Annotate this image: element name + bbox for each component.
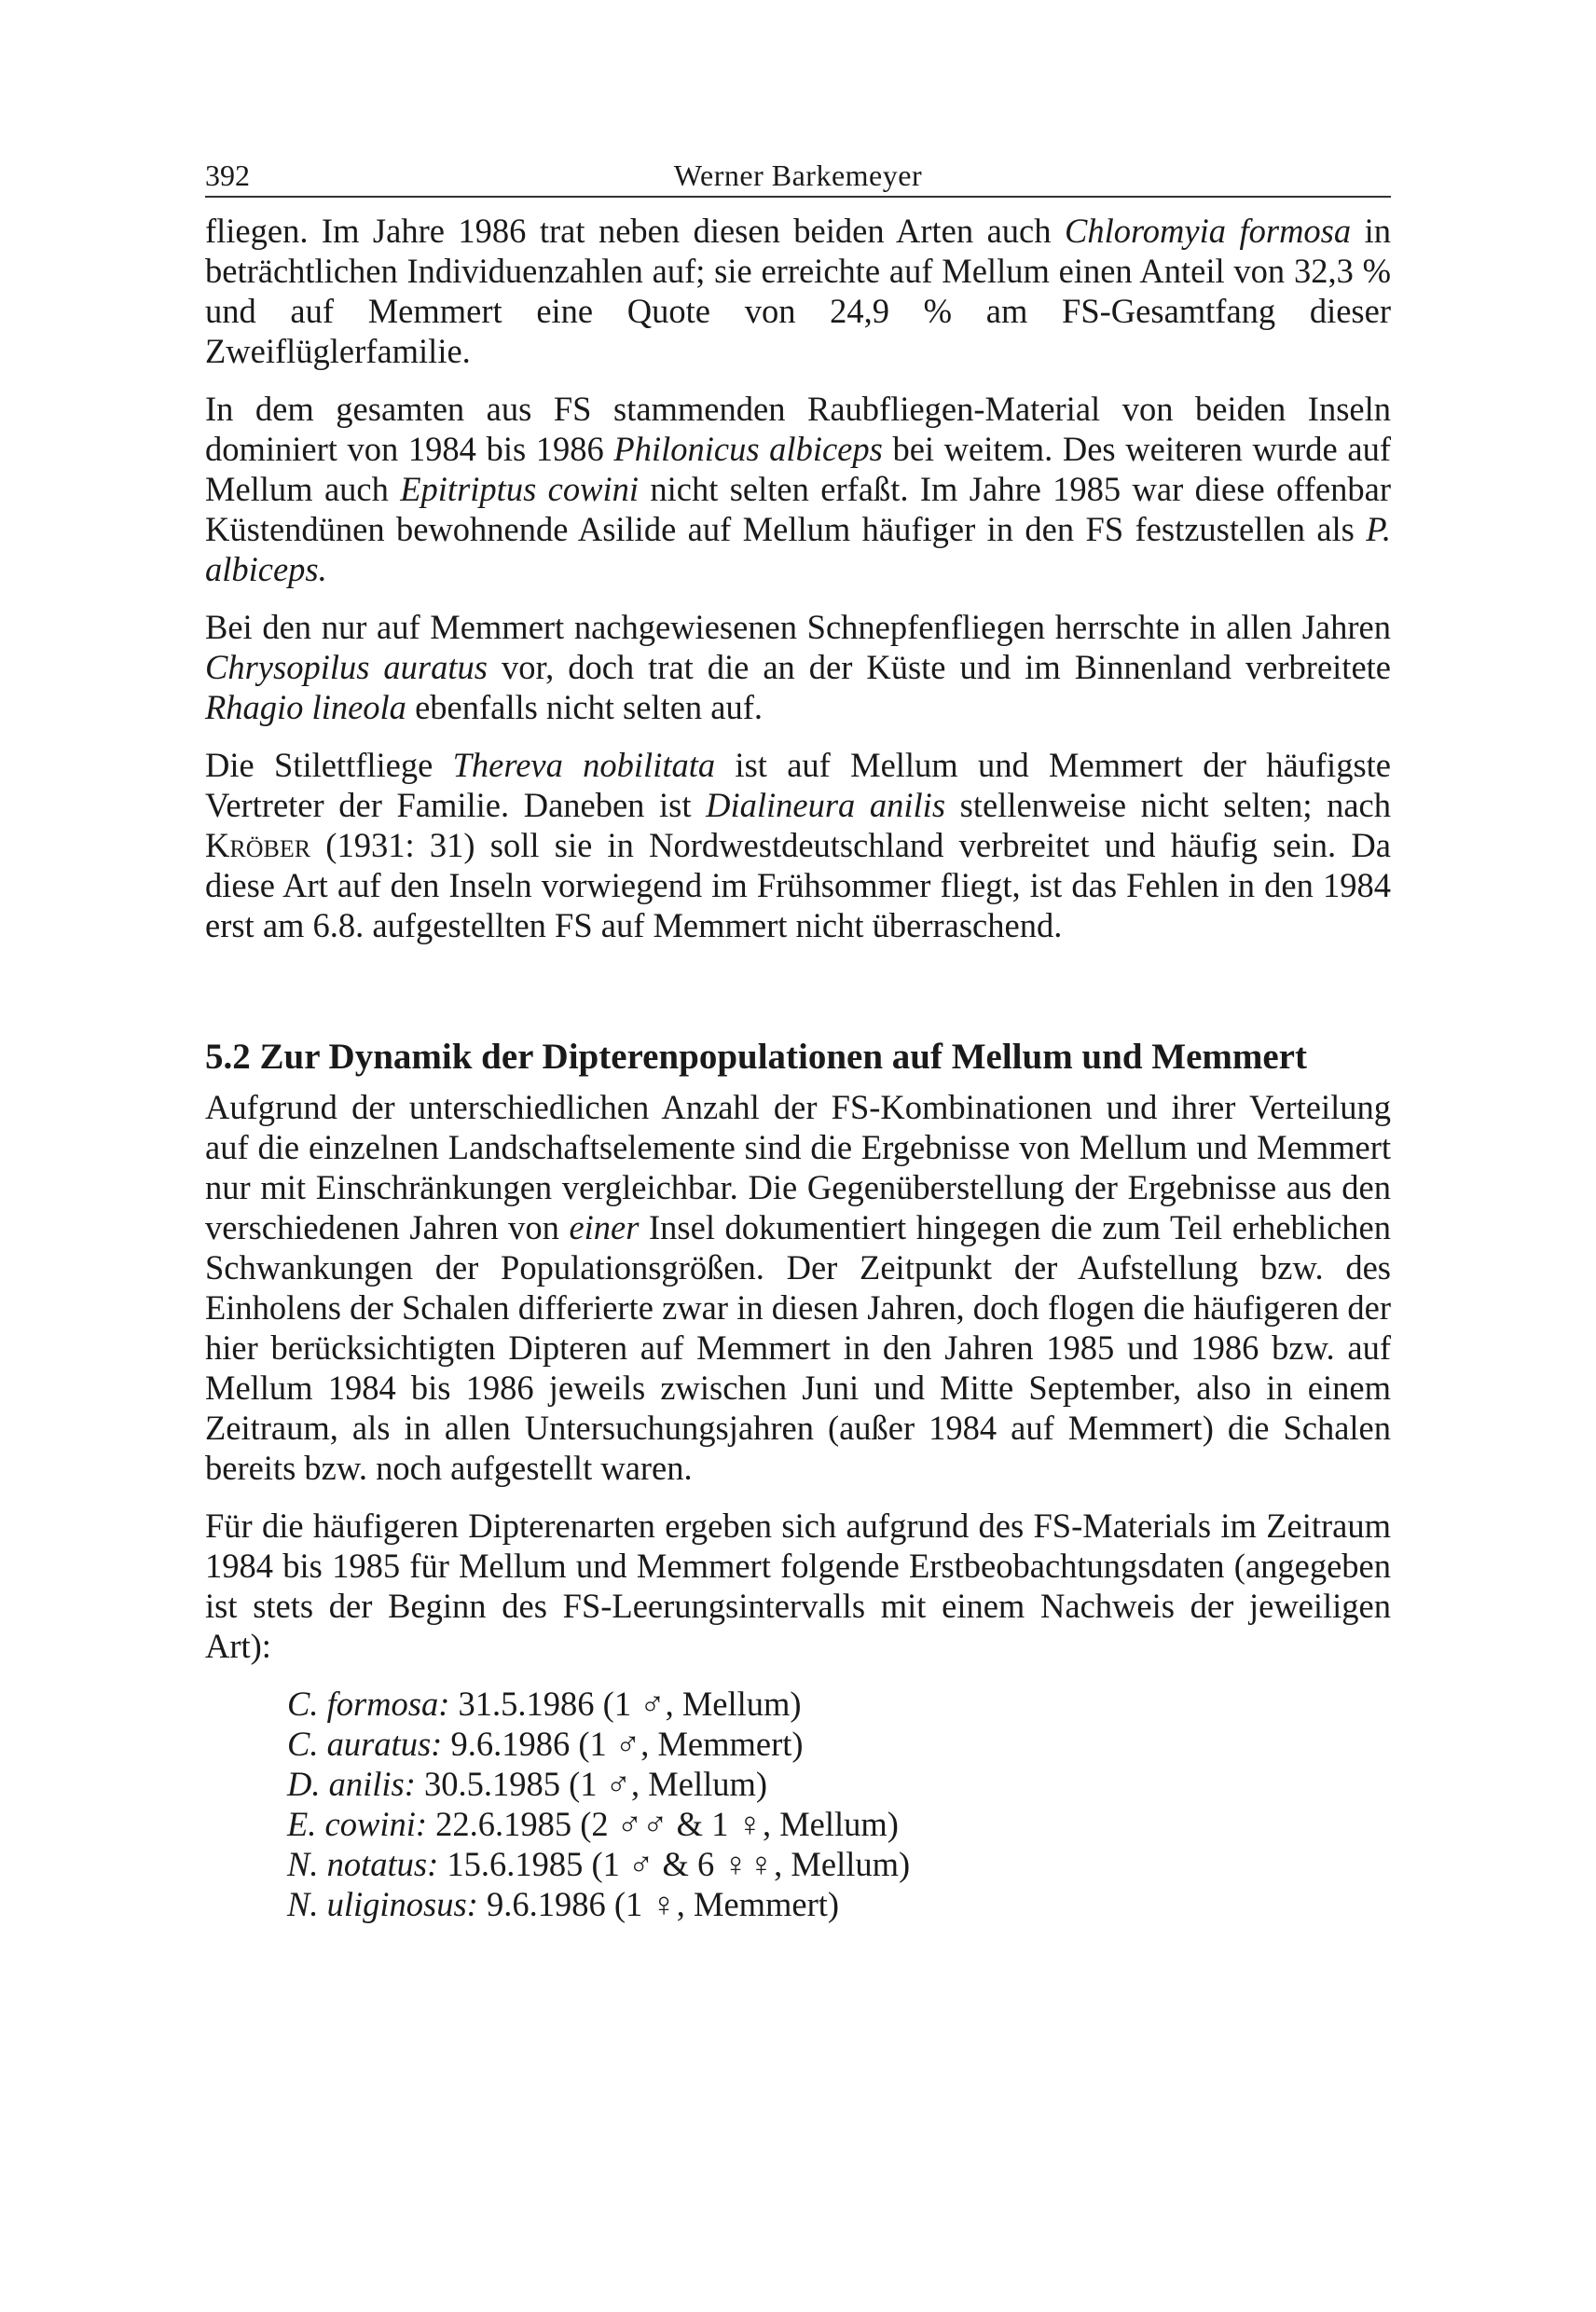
page-number: 392	[205, 158, 250, 192]
observation-detail: 15.6.1985 (1 ♂ & 6 ♀♀, Mellum)	[438, 1845, 911, 1883]
italic-term: Epitriptus cowini	[400, 470, 639, 508]
italic-term: Dialineura anilis	[706, 786, 946, 824]
observation-detail: 22.6.1985 (2 ♂♂ & 1 ♀, Mellum)	[427, 1805, 899, 1843]
text-run: Bei den nur auf Memmert nachgewiesenen Schnepfenfliegen herrschte in allen Jahren	[205, 608, 1391, 646]
italic-term: einer	[569, 1208, 640, 1246]
text-run: (1931: 31) soll sie in Nordwestdeutschland verbreitet und häufig sein. Da diese Art auf den Inseln vorwiegend im Frühsommer fliegt, ist das Fehlen in den 1984 erst am 6.8. aufgestellten FS auf Memmert nicht überraschend.	[205, 826, 1391, 944]
italic-term: Thereva nobilitata	[452, 746, 716, 784]
text-run: ist auf Mellum und Memmert der häufigste Vertreter der Familie. Daneben ist	[205, 746, 1391, 824]
species-name: D. anilis:	[287, 1765, 416, 1803]
text-run: in beträchtlichen Individuenzahlen auf; sie erreichte auf Mellum einen Anteil von 32,3 % und auf Memmert eine Quote von 24,9 % am FS-Gesamtfang dieser Zweiflüglerfamilie.	[205, 212, 1391, 370]
text-run: fliegen. Im Jahre 1986 trat neben diesen beiden Arten auch	[205, 212, 1065, 250]
text-run: Aufgrund der unterschiedlichen Anzahl der FS-Kombinationen und ihrer Verteilung auf die einzelnen Landschaftselemente sind die Ergebnisse von Mellum und Memmert nur mit Einschränkungen vergleichbar. Die Gegenüberstellung der Ergebnisse aus den verschiedenen Jahren von	[205, 1088, 1391, 1246]
text-run: stellenweise nicht selten; nach	[945, 786, 1391, 824]
observation-list	[287, 1684, 1391, 1924]
section-heading: 5.2 Zur Dynamik der Dipterenpopulationen auf Mellum und Memmert	[205, 1037, 1307, 1077]
italic-term: Chrysopilus auratus	[205, 648, 488, 686]
observation-detail: 30.5.1985 (1 ♂, Mellum)	[415, 1765, 768, 1803]
observation-item	[287, 1804, 1391, 1844]
text-run: In dem gesamten aus FS stammenden Raubfliegen-Material von beiden Inseln dominiert von 1984 bis 1986	[205, 390, 1391, 468]
observation-item	[287, 1724, 1391, 1764]
species-name: E. cowini:	[287, 1805, 428, 1843]
species-name: N. notatus:	[287, 1845, 439, 1883]
page-header	[205, 149, 1391, 198]
section-paragraphs	[205, 1087, 1391, 1666]
italic-term: Chloromyia formosa	[1064, 212, 1352, 250]
paragraph	[205, 389, 1391, 589]
author-name: Kröber	[205, 826, 311, 864]
running-head: Werner Barkemeyer	[673, 158, 923, 192]
intro-paragraphs	[205, 211, 1391, 945]
observation-item	[287, 1684, 1391, 1724]
paragraph	[205, 211, 1391, 371]
italic-term: Rhagio lineola	[205, 688, 406, 726]
text-run: bei weitem. Des weiteren wurde auf Mellum auch	[205, 430, 1391, 508]
observation-detail: 9.6.1986 (1 ♂, Memmert)	[442, 1725, 804, 1763]
species-name: C. auratus:	[287, 1725, 443, 1763]
page	[205, 149, 1391, 1924]
observation-item	[287, 1764, 1391, 1804]
observation-detail: 9.6.1986 (1 ♀, Memmert)	[477, 1885, 840, 1923]
italic-term: P. albiceps.	[205, 510, 1391, 588]
body-text	[205, 211, 1391, 1924]
italic-term: Philonicus albiceps	[613, 430, 883, 468]
text-run: Für die häufigeren Dipterenarten ergeben sich aufgrund des FS-Materials im Zeitraum 1984 bis 1985 für Mellum und Memmert folgende Erstbeobachtungsdaten (angegeben ist stets der Beginn des FS-Leerungsintervalls mit einem Nachweis der jeweiligen Art):	[205, 1507, 1391, 1665]
text-run: Insel dokumentiert hingegen die zum Teil erheblichen Schwankungen der Populationsgrößen. Der Zeitpunkt der Aufstellung bzw. des Einholens der Schalen differierte zwar in diesen Jahren, doch flogen die häufigeren der hier berücksichtigten Dipteren auf Memmert in den Jahren 1985 und 1986 bzw. auf Mellum 1984 bis 1986 jeweils zwischen Juni und Mitte September, also in einem Zeitraum, als in allen Untersuchungsjahren (außer 1984 auf Memmert) die Schalen bereits bzw. noch aufgestellt waren.	[205, 1208, 1391, 1487]
paragraph	[205, 745, 1391, 945]
species-name: C. formosa:	[287, 1685, 450, 1723]
text-run: nicht selten erfaßt. Im Jahre 1985 war diese offenbar Küstendünen bewohnende Asilide auf Mellum häufiger in den FS festzustellen als	[205, 470, 1391, 548]
observation-detail: 31.5.1986 (1 ♂, Mellum)	[449, 1685, 802, 1723]
text-run: vor, doch trat die an der Küste und im Binnenland verbreitete	[487, 648, 1391, 686]
observation-item	[287, 1844, 1391, 1884]
paragraph	[205, 607, 1391, 727]
paragraph	[205, 1506, 1391, 1666]
species-name: N. uliginosus:	[287, 1885, 478, 1923]
paragraph	[205, 1087, 1391, 1488]
observation-item	[287, 1884, 1391, 1924]
text-run: Die Stilettfliege	[205, 746, 453, 784]
text-run: ebenfalls nicht selten auf.	[406, 688, 764, 726]
